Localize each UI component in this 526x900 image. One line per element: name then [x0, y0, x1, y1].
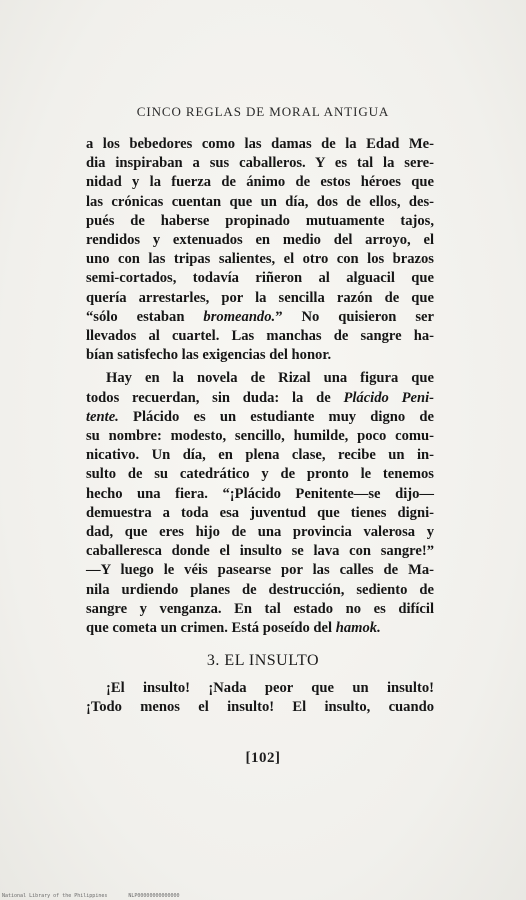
text-line: hecho una fiera. “¡Plácido Penitente—se dijo— [86, 485, 434, 502]
text-line: quería arrestarles, por la sencilla razón de que [86, 289, 434, 306]
text-line: sulto de su catedrático y de pronto le tenemos [86, 466, 434, 483]
text-line: nila urdiendo planes de destrucción, sediento de [86, 581, 434, 598]
text-line: que cometa un crimen. Está poseído del hamok. [86, 620, 381, 637]
text-line: rendidos y extenuados en medio del arroyo, el [86, 232, 434, 249]
scan-footer [2, 893, 198, 899]
paragraph-2 [86, 369, 434, 638]
text-line: —Y luego le véis pasearse por las calles de Ma- [86, 562, 434, 579]
text-line: semi-cortados, todavía riñeron al alguacil que [86, 270, 434, 287]
text-line: dia inspiraban a sus caballeros. Y es tal la sere- [86, 155, 434, 172]
text-line: ¡El insulto! ¡Nada peor que un insulto! [106, 680, 434, 696]
text-line: Hay en la novela de Rizal una figura que [106, 370, 434, 387]
section-heading: 3. EL INSULTO [206, 652, 320, 669]
text-line: las crónicas cuentan que un día, dos de ellos, des- [86, 193, 434, 210]
text-line: dad, que eres hijo de una provincia valerosa y [86, 524, 434, 541]
running-head: CINCO REGLAS DE MORAL ANTIGUA [136, 104, 390, 119]
text-line: a los bebedores como las damas de la Edad Me- [86, 136, 434, 152]
text-line: “sólo estaban bromeando.” No quisieron ser [86, 308, 435, 325]
paragraph-3 [86, 679, 434, 717]
text-line: llevados al cuartel. Las manchas de sangre ha- [86, 328, 434, 345]
text-line: demuestra a toda esa juventud que tienes digni- [86, 504, 434, 521]
text-line: nicativo. Un día, en plena clase, recibe un in- [86, 447, 434, 464]
text-line: ¡Todo menos el insulto! El insulto, cuando [86, 699, 434, 716]
text-line: bían satisfecho las exigencias del honor. [86, 347, 332, 364]
text-line: caballeresca donde el insulto se lava con sangre!” [86, 543, 434, 560]
text-line: pués de haberse propinado mutuamente tajos, [86, 212, 434, 229]
footer-right: NLP00000000000000 [128, 893, 180, 899]
text-line: sangre y venganza. En tal estado no es difícil [86, 600, 434, 617]
text-line: nidad y la fuerza de ánimo de estos héroes que [86, 174, 434, 191]
text-line: uno con las tripas salientes, el otro con los brazos [86, 251, 434, 268]
paragraph-1 [86, 135, 434, 365]
text-line: tente. Plácido es un estudiante muy digno de [86, 408, 434, 425]
text-line: todos recuerdan, sin duda: la de Plácido Peni- [86, 389, 434, 406]
page-number: [102] [245, 750, 281, 766]
footer-left: National Library of the Philippines [2, 893, 108, 899]
text-line: su nombre: modesto, sencillo, humilde, poco comu- [86, 428, 434, 445]
body-text [86, 135, 434, 638]
